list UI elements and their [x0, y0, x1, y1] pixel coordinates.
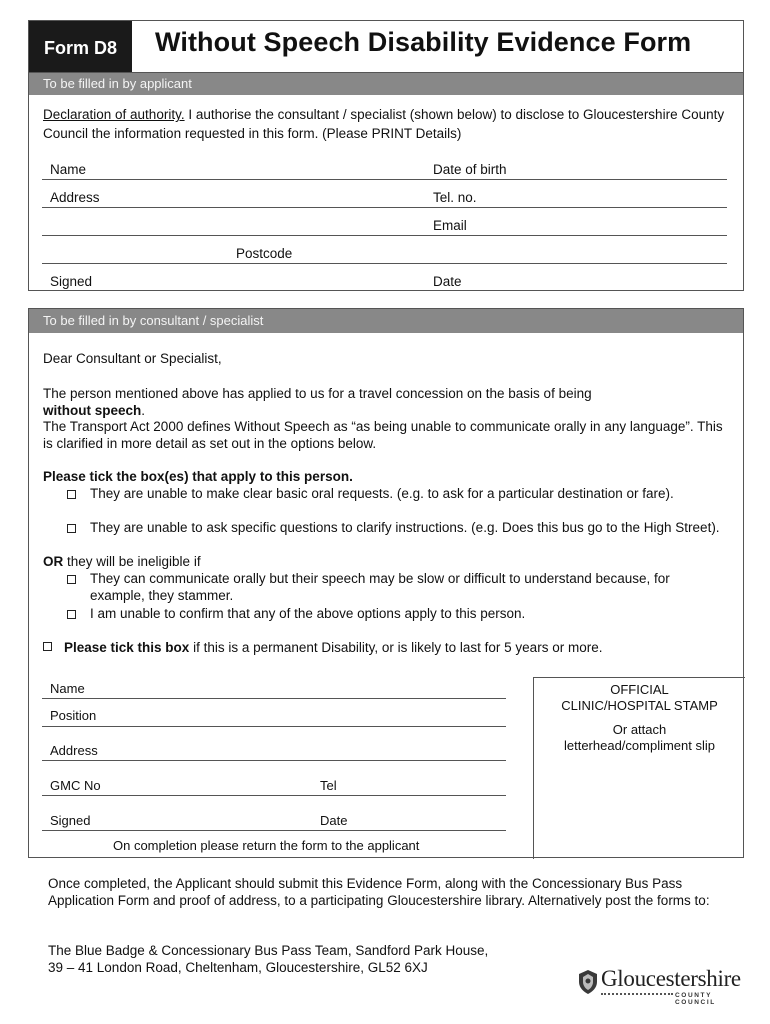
intro-paragraph [43, 386, 733, 452]
logo-wordmark: Gloucestershire [601, 966, 741, 991]
consultant-date-label: Date [320, 813, 348, 828]
option-b2 [67, 606, 727, 623]
consultant-name-label: Name [50, 681, 85, 696]
consultant-section-band: To be filled in by consultant / specialist [29, 309, 743, 333]
logo-dotted-rule [601, 993, 673, 995]
stamp-line-3: Or attach [612, 722, 667, 737]
applicant-postcode-label: Postcode [236, 246, 293, 261]
applicant-address-line[interactable] [42, 207, 727, 208]
consultant-gmc-line[interactable] [42, 795, 506, 796]
option-b2-text: I am unable to confirm that any of the above options apply to this person. [90, 606, 526, 621]
option-b1-checkbox[interactable] [67, 575, 76, 584]
applicant-tel-label: Tel. no. [433, 190, 477, 205]
applicant-section-band: To be filled in by applicant [29, 73, 743, 95]
or-line [43, 554, 201, 571]
form-header [28, 20, 744, 72]
option-a1 [67, 486, 727, 503]
submission-instructions: Once completed, the Applicant should submit this Evidence Form, along with the Concessionary Bus Pass Application Form and proof of address, to a participating Gloucestershire library. Alternatively post the forms to: [48, 876, 710, 908]
permanent-checkbox[interactable] [43, 642, 52, 651]
consultant-gmc-label: GMC No [50, 778, 101, 793]
form-title: Without Speech Disability Evidence Form [155, 27, 692, 57]
permanent-text: if this is a permanent Disability, or is likely to last for 5 years or more. [189, 640, 603, 655]
or-text: they will be ineligible if [63, 554, 201, 569]
form-code-badge: Form D8 [29, 21, 132, 73]
stamp-line-4: letterhead/compliment slip [563, 738, 716, 753]
consultant-signed-label: Signed [50, 813, 91, 828]
stamp-line-1: OFFICIAL [610, 682, 669, 697]
applicant-signed-label: Signed [50, 274, 93, 289]
option-b1 [67, 571, 727, 604]
applicant-address-label: Address [50, 190, 100, 205]
applicant-section [28, 72, 744, 291]
council-crest-icon [577, 969, 599, 995]
or-bold: OR [43, 554, 64, 569]
intro-bold: without speech [43, 402, 142, 418]
logo-subtitle: COUNTY COUNCIL [675, 992, 716, 1006]
return-note: On completion please return the form to the applicant [113, 838, 420, 853]
gloucestershire-logo [577, 966, 749, 1006]
consultant-position-line[interactable] [42, 726, 506, 727]
consultant-tel-label: Tel [320, 778, 337, 793]
applicant-date-label: Date [433, 274, 462, 289]
consultant-section [28, 308, 744, 858]
permanent-line [43, 640, 733, 657]
tick-heading: Please tick the box(es) that apply to this person. [43, 469, 353, 484]
postal-address-line-1: The Blue Badge & Concessionary Bus Pass Team, Sandford Park House, [48, 943, 489, 958]
consultant-name-line[interactable] [42, 698, 506, 699]
declaration-heading: Declaration of authority. [43, 107, 185, 122]
consultant-address-line[interactable] [42, 760, 506, 761]
consultant-position-label: Position [50, 708, 97, 723]
intro-line-1: The person mentioned above has applied to us for a travel concession on the basis of being [43, 386, 592, 401]
option-b1-text: They can communicate orally but their speech may be slow or difficult to understand because, for example, they stammer. [90, 571, 670, 603]
option-a1-text: They are unable to make clear basic oral requests. (e.g. to ask for a particular destination or fare). [90, 486, 674, 501]
option-a1-checkbox[interactable] [67, 490, 76, 499]
applicant-name-label: Name [50, 162, 87, 177]
applicant-email-line[interactable] [42, 235, 727, 236]
postal-address-line-2: 39 – 41 London Road, Cheltenham, Gloucestershire, GL52 6XJ [48, 959, 428, 975]
applicant-email-label: Email [433, 218, 467, 233]
official-stamp-box [533, 677, 745, 859]
option-a2-checkbox[interactable] [67, 524, 76, 533]
applicant-postcode-line[interactable] [42, 263, 727, 264]
consultant-signed-line[interactable] [42, 830, 506, 831]
declaration-text: I authorise the consultant / specialist (shown below) to disclose to Gloucestershire County Council the information requested in this form. (Please PRINT Details) [43, 107, 725, 141]
salutation: Dear Consultant or Specialist, [43, 351, 222, 366]
permanent-bold: Please tick this box [64, 640, 190, 655]
option-a2-text: They are unable to ask specific questions to clarify instructions. (e.g. Does this bus go to the High Street). [90, 520, 720, 535]
declaration [43, 105, 733, 143]
option-a2 [67, 520, 727, 537]
stamp-line-2: CLINIC/HOSPITAL STAMP [561, 698, 718, 713]
intro-bold-end: . [141, 402, 146, 418]
applicant-name-line[interactable] [42, 179, 727, 180]
intro-line-2: The Transport Act 2000 defines Without Speech as “as being unable to communicate orally in any language”. This is clarified in more detail as set out in the options below. [43, 419, 723, 451]
consultant-address-label: Address [50, 743, 98, 758]
option-b2-checkbox[interactable] [67, 610, 76, 619]
applicant-dob-label: Date of birth [433, 162, 507, 177]
